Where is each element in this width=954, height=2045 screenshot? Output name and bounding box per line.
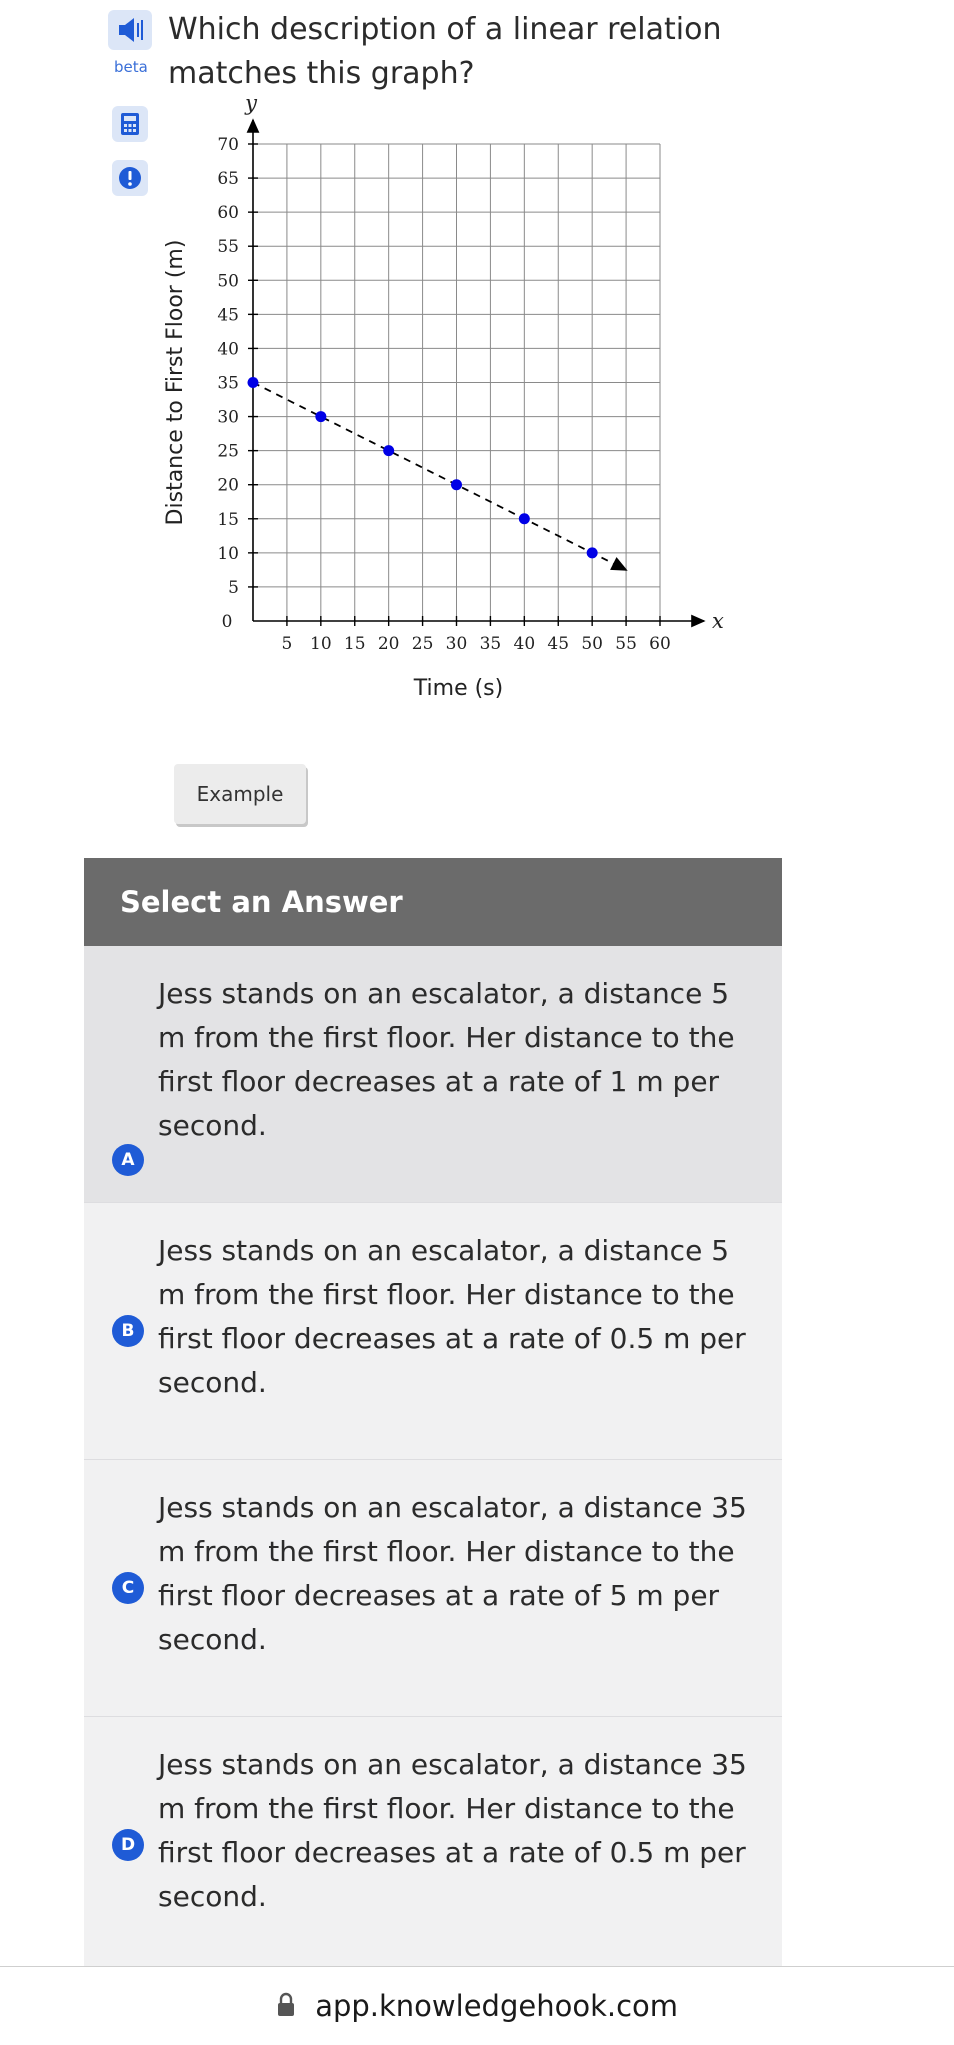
- distance-time-chart: [150, 90, 724, 701]
- option-letter-badge: B: [112, 1315, 144, 1347]
- y-tick-label: 55: [217, 237, 239, 258]
- x-tick-label: 15: [343, 634, 366, 654]
- data-point: [519, 513, 530, 524]
- x-tick-label: 60: [649, 634, 671, 654]
- y-tick-label: 10: [217, 543, 239, 564]
- option-text: Jess stands on an escalator, a distance 5 m from the first floor. Her distance to the first floor decreases at a rate of 1 m per second.: [158, 977, 735, 1142]
- option-letter-badge: D: [112, 1829, 144, 1861]
- option-text: Jess stands on an escalator, a distance 35 m from the first floor. Her distance to the first floor decreases at a rate of 5 m per second.: [158, 1491, 747, 1656]
- x-tick-label: 5: [281, 634, 293, 654]
- y-tick-label: 35: [217, 373, 239, 394]
- y-axis-label: Distance to First Floor (m): [163, 239, 188, 526]
- y-tick-label: 25: [217, 441, 239, 462]
- calculator-button[interactable]: [112, 106, 148, 142]
- x-tick-label: 20: [377, 634, 400, 654]
- speaker-icon: [108, 10, 152, 50]
- x-tick-label: 25: [411, 634, 434, 654]
- browser-address-bar: [0, 1966, 954, 2045]
- y-tick-label: 5: [228, 577, 239, 598]
- data-point: [315, 411, 326, 422]
- answer-option-b[interactable]: [84, 1203, 782, 1460]
- x-axis-label: Time (s): [413, 676, 504, 701]
- option-letter-badge: C: [112, 1572, 144, 1604]
- answer-option-c[interactable]: [84, 1460, 782, 1717]
- example-button[interactable]: Example: [174, 764, 306, 824]
- option-letter-badge: A: [112, 1144, 144, 1176]
- beta-label: beta: [114, 58, 148, 76]
- origin-label: 0: [221, 612, 233, 632]
- url-text: app.knowledgehook.com: [315, 1989, 679, 2023]
- x-tick-label: 50: [581, 634, 603, 654]
- y-tick-label: 60: [217, 203, 239, 224]
- data-point: [383, 445, 394, 456]
- lock-icon: [276, 1992, 296, 2018]
- x-tick-label: 45: [547, 634, 570, 654]
- x-tick-label: 10: [310, 634, 332, 654]
- alert-icon: [112, 160, 148, 196]
- answer-panel: [84, 858, 782, 1974]
- y-tick-label: 70: [217, 135, 239, 155]
- data-point: [248, 377, 259, 388]
- trend-line: [253, 383, 626, 570]
- y-tick-label: 45: [217, 305, 239, 326]
- y-tick-label: 15: [217, 509, 239, 530]
- option-text: Jess stands on an escalator, a distance 5 m from the first floor. Her distance to the first floor decreases at a rate of 0.5 m per second.: [158, 1234, 746, 1399]
- y-tick-label: 65: [217, 169, 239, 190]
- option-text: Jess stands on an escalator, a distance 35 m from the first floor. Her distance to the first floor decreases at a rate of 0.5 m per second.: [158, 1748, 747, 1913]
- speaker-button[interactable]: [108, 10, 152, 50]
- answers-header: Select an Answer: [84, 858, 782, 946]
- question-text: Which description of a linear relation matches this graph?: [168, 12, 722, 91]
- url-container[interactable]: [0, 1989, 954, 2023]
- y-tick-label: 20: [217, 475, 239, 496]
- x-axis-letter: x: [712, 609, 724, 633]
- calculator-icon: [112, 106, 148, 142]
- data-point: [451, 479, 462, 490]
- answer-option-d[interactable]: [84, 1717, 782, 1974]
- data-point: [587, 547, 598, 558]
- x-tick-label: 40: [513, 634, 536, 654]
- answer-option-a[interactable]: [84, 946, 782, 1203]
- y-tick-label: 30: [217, 407, 239, 428]
- report-button[interactable]: [112, 160, 148, 196]
- x-tick-label: 55: [615, 634, 637, 654]
- x-tick-label: 30: [445, 634, 468, 654]
- y-tick-label: 40: [217, 339, 239, 360]
- x-tick-label: 35: [479, 634, 502, 654]
- y-tick-label: 50: [217, 271, 239, 292]
- y-axis-letter: y: [245, 91, 257, 115]
